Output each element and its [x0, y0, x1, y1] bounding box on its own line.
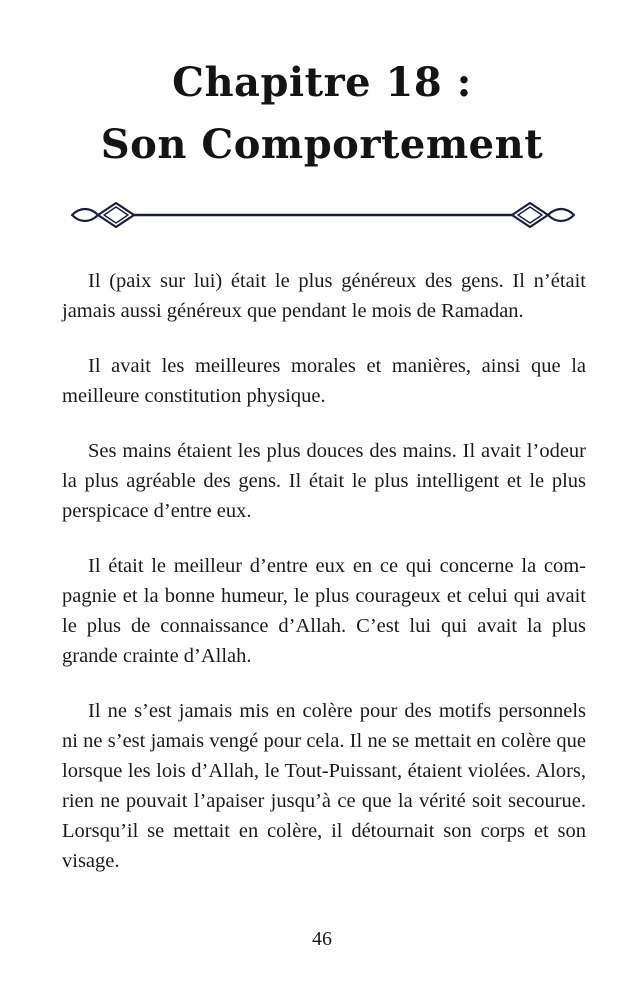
paragraph-2: Il avait les meilleures morales et manières, ainsi que la meilleure constitution physique. — [62, 355, 586, 407]
chapter-heading — [0, 52, 644, 176]
paragraph-5: Il ne s’est jamais mis en colère pour des motifs personnels ni ne s’est jamais vengé pour cela. Il ne se mettait en colère que lorsque les lois d’Allah, le Tout-Puissant, étaient violées. Alors, rien ne pouvait l’apaiser jusqu’à ce que la vérité soit secourue. Lorsqu’il se mettait en colère, il détournait son corps et son visage. — [62, 700, 586, 872]
diamond-divider-ornament-icon — [68, 198, 578, 232]
chapter-body — [62, 266, 586, 901]
chapter-number-title: Chapitre 18 : — [172, 59, 472, 106]
chapter-title: Son Comportement — [100, 121, 544, 168]
paragraph-3: Ses mains étaient les plus douces des mains. Il avait l’odeur la plus agréable des gens. Il était le plus intelligent et le plus perspicace d’entre eux. — [62, 440, 586, 522]
page-number: 46 — [312, 928, 332, 950]
paragraph-4: Il était le meilleur d’entre eux en ce qui concerne la compagnie et la bonne humeur, le plus courageux et celui qui avait le plus de connaissance d’Allah. C’est lui qui avait la plus grande crainte d’Allah. — [62, 555, 586, 667]
paragraph-1: Il (paix sur lui) était le plus généreux des gens. Il n’était jamais aussi généreux que pendant le mois de Ramadan. — [62, 270, 586, 322]
